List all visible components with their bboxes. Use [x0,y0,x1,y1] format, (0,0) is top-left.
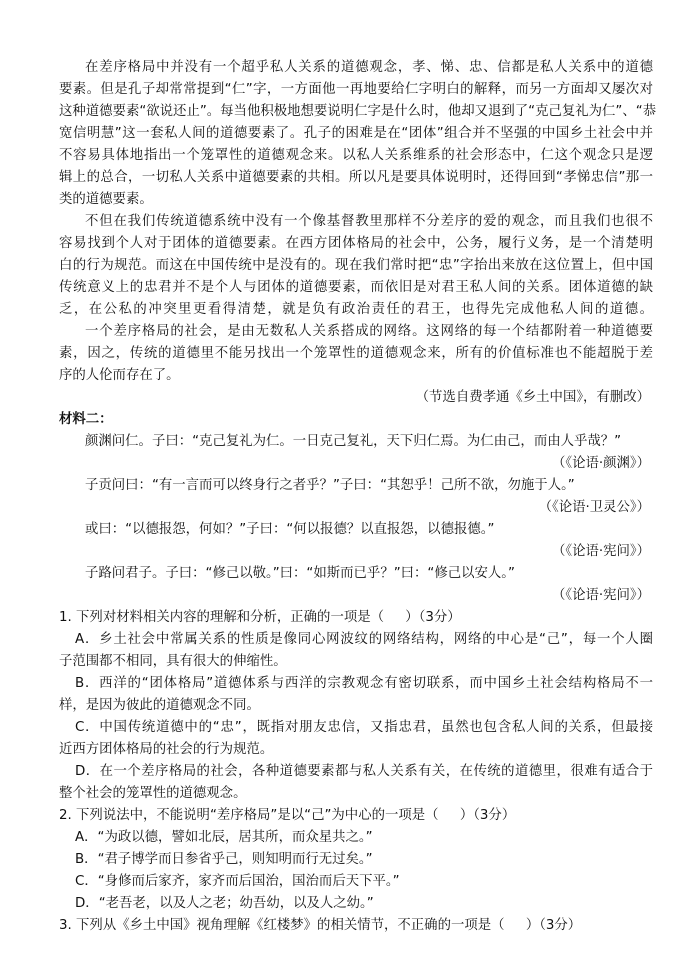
quote-text: 子贡问曰：“有一言而可以终身行之者乎？”子曰：“其恕乎！己所不欲，勿施于人。” [85,478,575,493]
question-option-cont: 整个社会的笼罩性的道德观念。 [59,786,247,801]
passage-line: 要素。但是孔子却常常提到“仁”字，一方面他一再地要给仁字明白的解释，而另一方面却又屡次对 [59,82,653,97]
question-option: A．“为政以德，譬如北辰，居其所，而众星共之。” [75,830,373,845]
passage-line: 不但在我们传统道德系统中没有一个像基督教里那样不分差序的爱的观念，而且我们也很不 [85,214,653,229]
passage-line: 一个差序格局的社会，是由无数私人关系搭成的网络。这网络的每一个结都附着一种道德要 [85,324,653,339]
passage-line: 容易找到个人对于团体的道德要素。在西方团体格局的社会中，公务，履行义务，是一个清楚明 [59,236,653,251]
question-option: B．“君子博学而日参省乎己，则知明而行无过矣。” [75,852,373,867]
question-option: B．西洋的“团体格局”道德体系与西洋的宗教观念有密切联系，而中国乡土社会结构格局不一 [75,676,653,691]
passage-line: 白的行为规范。而这在中国传统中是没有的。现在我们常时把“忠”字抬出来放在这位置上，但中国 [59,258,653,273]
question-option: C．中国传统道德中的“忠”，既指对朋友忠信，又指忠君，虽然也包含私人间的关系，但最接 [75,720,653,735]
material2-heading: 材料二： [59,412,113,427]
quote-text: 或曰：“以德报怨，何如？”子曰：“何以报德？以直报怨，以德报德。” [85,522,495,537]
passage-line: 在差序格局中并没有一个超乎私人关系的道德观念，孝、悌、忠、信都是私人关系中的道德 [85,60,653,75]
question-stem: 2. 下列说法中，不能说明“差序格局”是以“己”为中心的一项是（ ）（3分） [59,808,516,823]
question-option-cont: 样，是因为彼此的道德观念不同。 [59,698,260,713]
question-option: D．在一个差序格局的社会，各种道德要素都与私人关系有关，在传统的道德里，很难有适合于 [75,764,653,779]
passage-source: （节选自费孝通《乡土中国》，有删改） [415,390,650,405]
passage-line: 类的道德要素。 [59,192,153,207]
question-option: D．“老吾老，以及人之老；幼吾幼，以及人之幼。” [75,896,374,911]
quote-source: （《论语·颜渊》） [552,456,650,471]
question-stem: 3. 下列从《乡土中国》视角理解《红楼梦》的相关情节，不正确的一项是（ ）（3分） [59,918,582,933]
passage-line: 素，因之，传统的道德里不能另找出一个笼罩性的道德观念来，所有的价值标准也不能超脱于差 [59,346,653,361]
passage-line: 乏，在公私的冲突里更看得清楚，就是负有政治责任的君王，也得先完成他私人间的道德。 [59,302,653,317]
quote-source: （《论语·宪问》） [552,544,650,559]
passage-line: 宽信明慧”这一套私人间的道德要素了。孔子的困难是在“团体”组合并不坚强的中国乡土社会中并 [59,126,653,141]
quote-source: （《论语·卫灵公》） [538,500,650,515]
quote-text: 颜渊问仁。子曰：“克己复礼为仁。一日克己复礼，天下归仁焉。为仁由己，而由人乎哉？” [85,434,622,449]
passage-line: 这种道德要素“欲说还止”。每当他积极地想要说明仁字是什么时，他却又退到了“克己复礼为仁”、“恭 [59,104,657,119]
question-option-cont: 子范围都不相同，具有很大的伸缩性。 [59,654,287,669]
quote-source: （《论语·宪问》） [552,588,650,603]
quote-text: 子路问君子。子曰：“修己以敬。”曰：“如斯而已乎？”曰：“修己以安人。” [85,566,515,581]
question-option: C．“身修而后家齐，家齐而后国治，国治而后天下平。” [75,874,400,889]
passage-line: 不容易具体地指出一个笼罩性的道德观念来。以私人关系维系的社会形态中，仁这个观念只是逻 [59,148,653,163]
passage-line: 传统意义上的忠君并不是个人与团体的道德要素，而依旧是对君王私人间的关系。团体道德的缺 [59,280,653,295]
question-option: A．乡土社会中常属关系的性质是像同心网波纹的网络结构，网络的中心是“己”，每一个人圈 [75,632,653,647]
question-stem: 1. 下列对材料相关内容的理解和分析，正确的一项是（ ）（3分） [59,610,461,625]
passage-line: 辑上的总合，一切私人关系中道德要素的共相。所以凡是要具体说明时，还得回到“孝悌忠信”那一 [59,170,653,185]
question-option-cont: 近西方团体格局的社会的行为规范。 [59,742,274,757]
passage-line: 序的人伦而存在了。 [59,368,180,383]
